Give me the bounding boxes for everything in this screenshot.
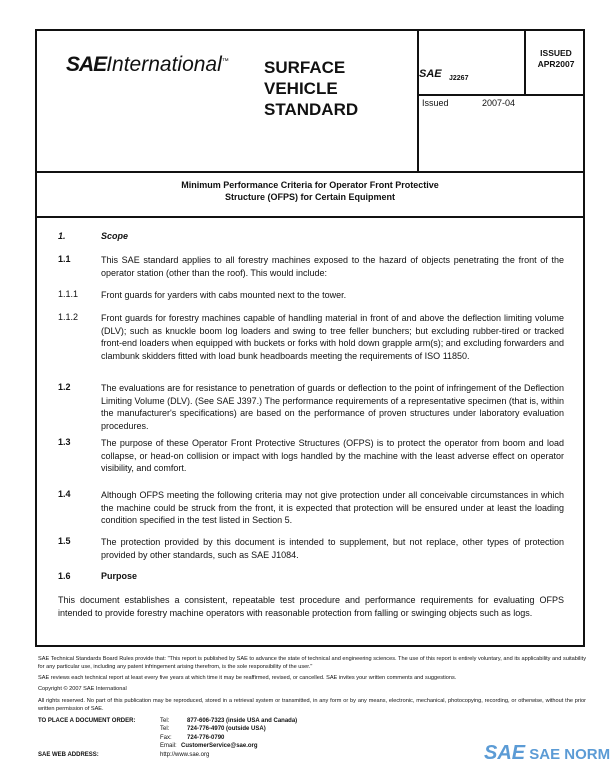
- purpose-text: This document establishes a consistent, repeatable test procedure and performance requirements for evaluating OFPS intended to provide forestry machine operators with reasonable protection from falling or swinging objects such as logs.: [58, 595, 564, 618]
- section-text: This SAE standard applies to all forestry machines exposed to the hazard of objects penetrating the front of the operator station (other than the roof). This would include:: [101, 255, 564, 278]
- issued-box: ISSUED APR2007: [537, 48, 575, 69]
- order-label: TO PLACE A DOCUMENT ORDER:: [38, 718, 136, 724]
- section-text: Front guards for forestry machines capable of handling material in front of and above the deflection limiting volume (DLV); such as knuckle boom log loaders and swing to tree feller bunchers; but excluding rubber-tired or tracked front-end loaders when equipped with buckets or forks with hold down grapple arm(s); and excluding forwarders and clambunk skidders fitted with load bunk headboards meeting the requirements of ISO 11850.: [101, 313, 564, 361]
- section-text: The evaluations are for resistance to penetration of guards or deflection to the point of infringement of the Deflection Limiting Volume (DLV). (See SAE J397.) The performance requirements of a representative specimen (that is, within the manufacturer's specifications) are based on the performance of proven structures under laboratory evaluation procedures.: [101, 383, 564, 431]
- sae-mark: SAE: [419, 68, 442, 80]
- header-divider: [35, 171, 585, 173]
- section-number: 1.: [58, 231, 66, 241]
- section-text: Front guards for yarders with cabs mounted next to the tower.: [101, 290, 347, 300]
- contact-labels: Tel: Tel: Fax: Email:: [160, 718, 177, 749]
- footer-copyright: Copyright © 2007 SAE International: [38, 686, 127, 692]
- section-number: 1.1.2: [58, 312, 79, 322]
- section-heading: Purpose: [101, 571, 138, 581]
- section-heading: Scope: [101, 231, 129, 241]
- email-link[interactable]: CustomerService@sae.org: [181, 742, 258, 749]
- issued-label: Issued: [422, 98, 449, 108]
- sae-norm-watermark: SAE SAE NORM: [484, 742, 610, 764]
- section-text: Although OFPS meeting the following criteria may not give protection under all conceivable circumstances in which the machine could be struck from the front, it is expected that protection will be ensured under at least the loading condition specified in the test listed in Section 5.: [101, 490, 564, 525]
- footer-rights: All rights reserved. No part of this publication may be reproduced, stored in a retrieval system or transmitted, in any form or by any means, electronic, mechanical, photocopying, recording, or otherwise, without the prior written permission of SAE.: [38, 698, 586, 712]
- section-number: 1.3: [58, 437, 71, 447]
- web-link[interactable]: http://www.sae.org: [160, 752, 210, 758]
- section-number: 1.2: [58, 382, 71, 392]
- section-number: 1.6: [58, 571, 71, 581]
- issued-col-divider: [524, 29, 526, 95]
- footer-review: SAE reviews each technical report at least every five years at which time it may be reaffirmed, revised, or cancelled. SAE invites your written comments and suggestions.: [38, 675, 457, 681]
- web-label: SAE WEB ADDRESS:: [38, 752, 99, 758]
- section-number: 1.5: [58, 536, 71, 546]
- issued-date: 2007-04: [482, 98, 516, 108]
- sae-international-logo: SAEInternational™: [66, 53, 229, 76]
- right-box-divider: [417, 29, 419, 172]
- title-divider: [35, 216, 585, 218]
- section-text: The protection provided by this document is intended to supplement, but not replace, other types of protection provided by other standards, such as SAE J1084.: [101, 537, 564, 560]
- section-number: 1.1: [58, 254, 71, 264]
- document-type: SURFACE VEHICLE STANDARD: [264, 58, 359, 119]
- section-number: 1.1.1: [58, 289, 79, 299]
- doc-number: J2267: [449, 75, 469, 82]
- section-text: The purpose of these Operator Front Protective Structures (OFPS) is to protect the operator from boom and load collapse, or head-on collision or impact with logs handled by the machine with the least adverse effect on operator visibility, and comfort.: [101, 438, 564, 473]
- section-number: 1.4: [58, 489, 71, 499]
- document-title: Minimum Performance Criteria for Operator Front Protective Structure (OFPS) for Certain Equipment: [181, 180, 439, 202]
- contact-values: 877-606-7323 (inside USA and Canada) 724-776-4970 (outside USA) 724-776-0790 CustomerService@sae.org: [181, 718, 298, 749]
- issued-row-divider: [417, 94, 585, 96]
- footer-rules: SAE Technical Standards Board Rules provide that: "This report is published by SAE to advance the state of technical and engineering sciences. The use of this report is entirely voluntary, and its applicability and suitability for any particular use, including any patent infringement arising therefrom, is the sole responsibility of the user.": [38, 656, 586, 670]
